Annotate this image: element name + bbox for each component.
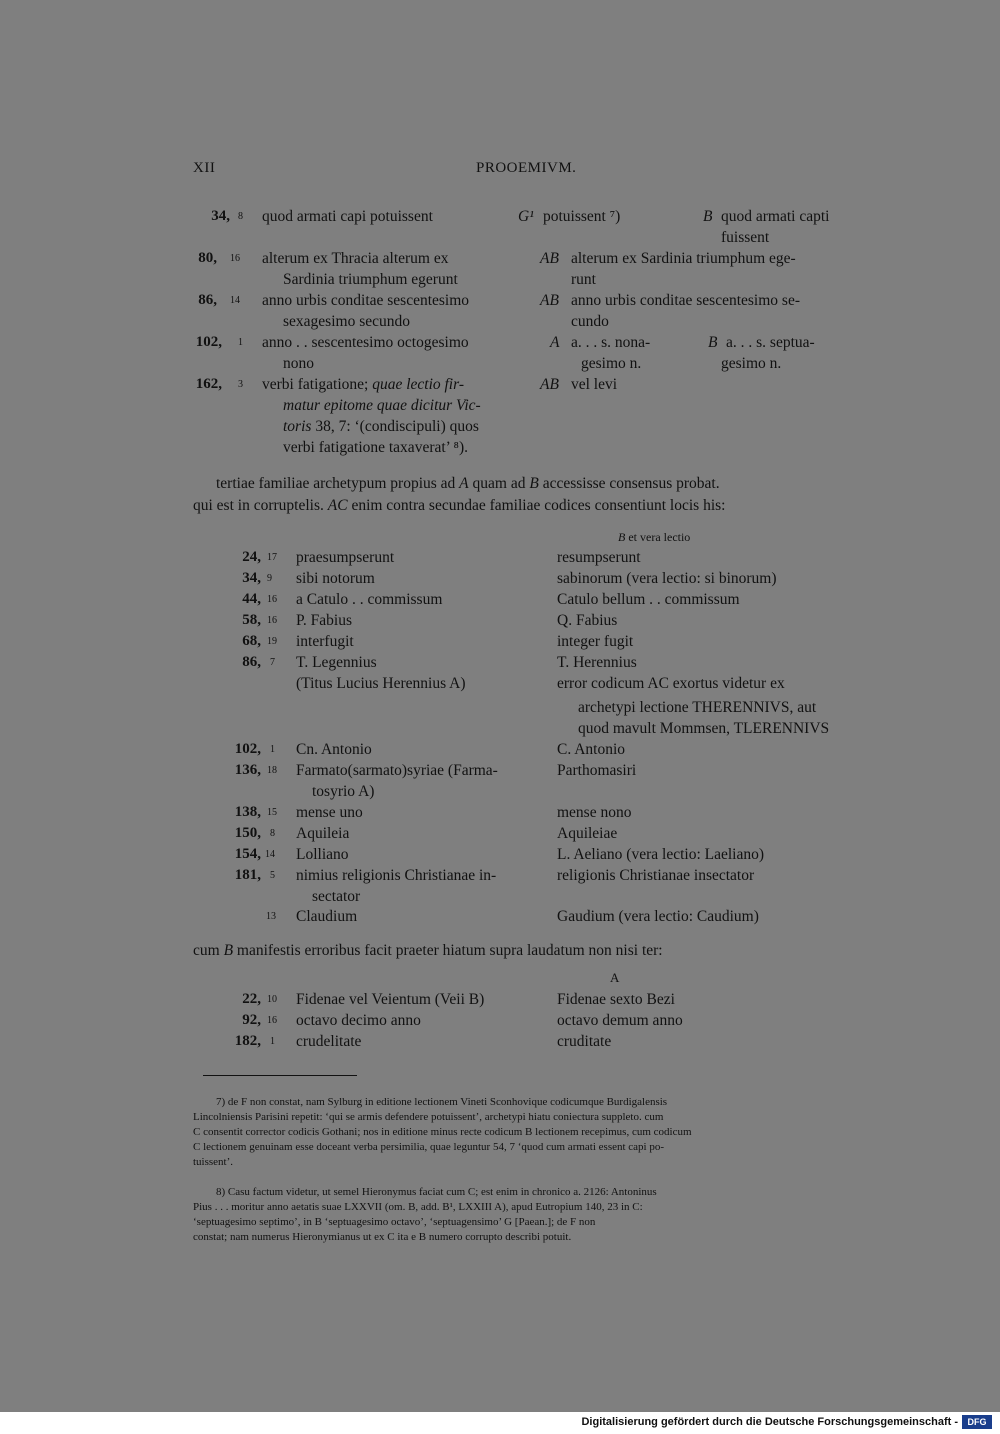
variant-text: Parthomasiri (557, 762, 637, 779)
lemma-text: Fidenae vel Veientum (Veii B) (296, 991, 485, 1008)
variant-text: Aquileiae (557, 825, 618, 842)
ref-number: 162, (195, 376, 222, 392)
footnote-line: Lincolniensis Parisini repetit: ‘qui se armis defendere potuissent’, archetypi hiatu coniectura suppleto. cum (193, 1111, 664, 1123)
ref-line: 9 (267, 573, 272, 584)
lemma-text: tosyrio A) (312, 783, 375, 800)
variant-text: vel levi (571, 376, 618, 393)
ref-line: 18 (267, 765, 277, 776)
siglum: B (703, 208, 713, 225)
footnote-line: ‘septuagesimo septimo’, in B ‘septuagesimo octavo’, ‘septuagensimo’ G [Paean.]; de F non (193, 1216, 596, 1228)
ref-number: 102, (195, 334, 222, 350)
ref-number: 24, (242, 549, 261, 565)
footnote-line: Pius . . . moritur anno aetatis suae LXXVII (om. B, add. B¹, LXXIII A), apud Eutropium 140, 23 in C: (193, 1201, 643, 1213)
variant-text: integer fugit (557, 633, 634, 650)
ref-number: 34, (211, 208, 230, 224)
variant-text: cruditate (557, 1033, 612, 1050)
variant-text: anno urbis conditae sescentesimo se- (571, 292, 800, 309)
variant-text: L. Aeliano (vera lectio: Laeliano) (557, 846, 765, 863)
lemma-text: Cn. Antonio (296, 741, 372, 758)
body-paragraph-line: tertiae familiae archetypum propius ad A quam ad B accessisse consensus probat. (216, 475, 720, 492)
ref-number: 68, (242, 633, 261, 649)
ref-number: 150, (234, 825, 261, 841)
variant-text: error codicum AC exortus videtur ex (557, 675, 785, 692)
variant-text: religionis Christianae insectator (557, 867, 755, 884)
ref-line: 15 (267, 807, 277, 818)
column-header: B et vera lectio (618, 530, 691, 544)
lemma-text: verbi fatigatione taxaverat’ ⁸). (283, 439, 468, 456)
variant-text: Catulo bellum . . commissum (557, 591, 740, 608)
variant-text: potuissent ⁷) (543, 208, 621, 225)
lemma-text: anno urbis conditae sescentesimo (262, 292, 470, 309)
lemma-text: a Catulo . . commissum (296, 591, 443, 608)
variant-text: octavo demum anno (557, 1012, 683, 1029)
variant-text: Fidenae sexto Bezi (557, 991, 675, 1008)
lemma-text: toris 38, 7: ‘(condiscipuli) quos (283, 418, 479, 435)
siglum: A (550, 334, 560, 351)
variant-text: mense nono (557, 804, 632, 821)
ref-line: 14 (230, 295, 240, 306)
lemma-text: octavo decimo anno (296, 1012, 421, 1029)
lemma-text: Sardinia triumphum egerunt (283, 271, 458, 288)
body-paragraph-line: cum B manifestis erroribus facit praeter hiatum supra laudatum non nisi ter: (193, 942, 663, 959)
footnote-line: 8) Casu factum videtur, ut semel Hieronymus faciat cum C; est enim in chronico a. 2126: Antoninus (216, 1186, 657, 1198)
ref-line: 8 (238, 211, 243, 222)
lemma-text: sectator (312, 888, 361, 905)
ref-number: 86, (242, 654, 261, 670)
variant-text: resumpserunt (557, 549, 641, 566)
siglum: B (708, 334, 718, 351)
ref-line: 8 (270, 828, 275, 839)
lemma-text: Aquileia (296, 825, 350, 842)
siglum: G¹ (518, 208, 534, 225)
variant-text: T. Herennius (557, 654, 637, 671)
variant-text: alterum ex Sardinia triumphum ege- (571, 250, 796, 267)
ref-number: 136, (234, 762, 261, 778)
variant-text: runt (571, 271, 596, 288)
ref-number: 182, (234, 1033, 261, 1049)
ref-number: 138, (234, 804, 261, 820)
lemma-text: sexagesimo secundo (283, 313, 410, 330)
variant-text: quod mavult Mommsen, TLERENNIVS (578, 720, 830, 737)
ref-line: 17 (267, 552, 277, 563)
lemma-text: P. Fabius (296, 612, 352, 629)
variant-text: a. . . s. septua- (726, 334, 815, 351)
ref-line: 19 (267, 636, 277, 647)
column-header: A (610, 970, 620, 985)
dfg-logo-icon[interactable]: DFG (962, 1415, 992, 1429)
footnote-line: constat; nam numerus Hieronymianus ut ex C ita e B numero corrupto describi potuit. (193, 1231, 572, 1243)
variant-text: cundo (571, 313, 609, 330)
lemma-text: praesumpserunt (296, 549, 395, 566)
ref-number: 181, (234, 867, 261, 883)
ref-line: 1 (270, 744, 275, 755)
ref-line: 1 (238, 337, 243, 348)
lemma-text: quod armati capi potuissent (262, 208, 433, 225)
lemma-text: crudelitate (296, 1033, 362, 1050)
lemma-text: matur epitome quae dicitur Vic- (283, 397, 481, 414)
variant-text: sabinorum (vera lectio: si binorum) (557, 570, 777, 587)
variant-text: quod armati capti (721, 208, 830, 225)
siglum: AB (540, 292, 559, 309)
page-number: XII (193, 160, 216, 176)
lemma-text: nono (283, 355, 314, 372)
lemma-text: mense uno (296, 804, 363, 821)
body-paragraph-line: qui est in corruptelis. AC enim contra secundae familiae codices consentiunt locis his: (193, 497, 726, 514)
ref-line: 14 (265, 849, 275, 860)
variant-text: fuissent (721, 229, 770, 246)
ref-line: 7 (270, 657, 275, 668)
lemma-text: interfugit (296, 633, 354, 650)
ref-line: 1 (270, 1036, 275, 1047)
lemma-text: T. Legennius (296, 654, 377, 671)
variant-text: Q. Fabius (557, 612, 618, 629)
ref-number: 44, (242, 591, 261, 607)
lemma-text: Claudium (296, 908, 358, 925)
siglum: AB (540, 376, 559, 393)
lemma-text: verbi fatigatione; quae lectio fir- (262, 376, 464, 393)
variant-text: gesimo n. (721, 355, 782, 372)
footnote-rule (203, 1075, 357, 1076)
ref-number: 80, (198, 250, 217, 266)
ref-number: 58, (242, 612, 261, 628)
variant-text: Gaudium (vera lectio: Caudium) (557, 908, 759, 925)
footnote-line: C lectionem genuinam esse doceant verba persimilia, quae leguntur 54, 7 ‘quod cum armati essent capi po- (193, 1141, 665, 1153)
footnote-line: C consentit corrector codicis Gothani; nos in editione minus recte codicum B lectionem recepimus, cum codicum (193, 1126, 692, 1138)
ref-number: 86, (198, 292, 217, 308)
variant-text: archetypi lectione THERENNIVS, aut (578, 699, 817, 716)
lemma-text: Farmato(sarmato)syriae (Farma- (296, 762, 498, 779)
footnote-line: 7) de F non constat, nam Sylburg in editione lectionem Vineti Sconhovique codicumque Burdigalensis (216, 1096, 668, 1108)
siglum: AB (540, 250, 559, 267)
lemma-text: anno . . sescentesimo octogesimo (262, 334, 469, 351)
footnote-line: tuissent’. (193, 1156, 234, 1168)
ref-number: 154, (234, 846, 261, 862)
variant-text: gesimo n. (581, 355, 642, 372)
running-title: PROOEMIVM. (476, 160, 577, 176)
lemma-text: nimius religionis Christianae in- (296, 867, 497, 884)
lemma-text: Lolliano (296, 846, 349, 863)
ref-line: 16 (267, 1015, 277, 1026)
ref-line: 5 (270, 870, 275, 881)
ref-number: 34, (242, 570, 261, 586)
ref-line: 16 (267, 615, 277, 626)
ref-number: 92, (242, 1012, 261, 1028)
ref-number: 22, (242, 991, 261, 1007)
ref-line: 3 (238, 379, 243, 390)
ref-line: 13 (266, 911, 276, 922)
ref-line: 10 (267, 994, 277, 1005)
variant-text: a. . . s. nona- (571, 334, 651, 351)
lemma-text: (Titus Lucius Herennius A) (296, 675, 466, 692)
ref-line: 16 (267, 594, 277, 605)
variant-text: C. Antonio (557, 741, 626, 758)
ref-number: 102, (234, 741, 261, 757)
lemma-text: alterum ex Thracia alterum ex (262, 250, 449, 267)
lemma-text: sibi notorum (296, 570, 375, 587)
footer-text: Digitalisierung gefördert durch die Deutsche Forschungsgemeinschaft - (581, 1416, 958, 1428)
ref-line: 16 (230, 253, 240, 264)
digitization-footer (0, 1412, 1000, 1434)
